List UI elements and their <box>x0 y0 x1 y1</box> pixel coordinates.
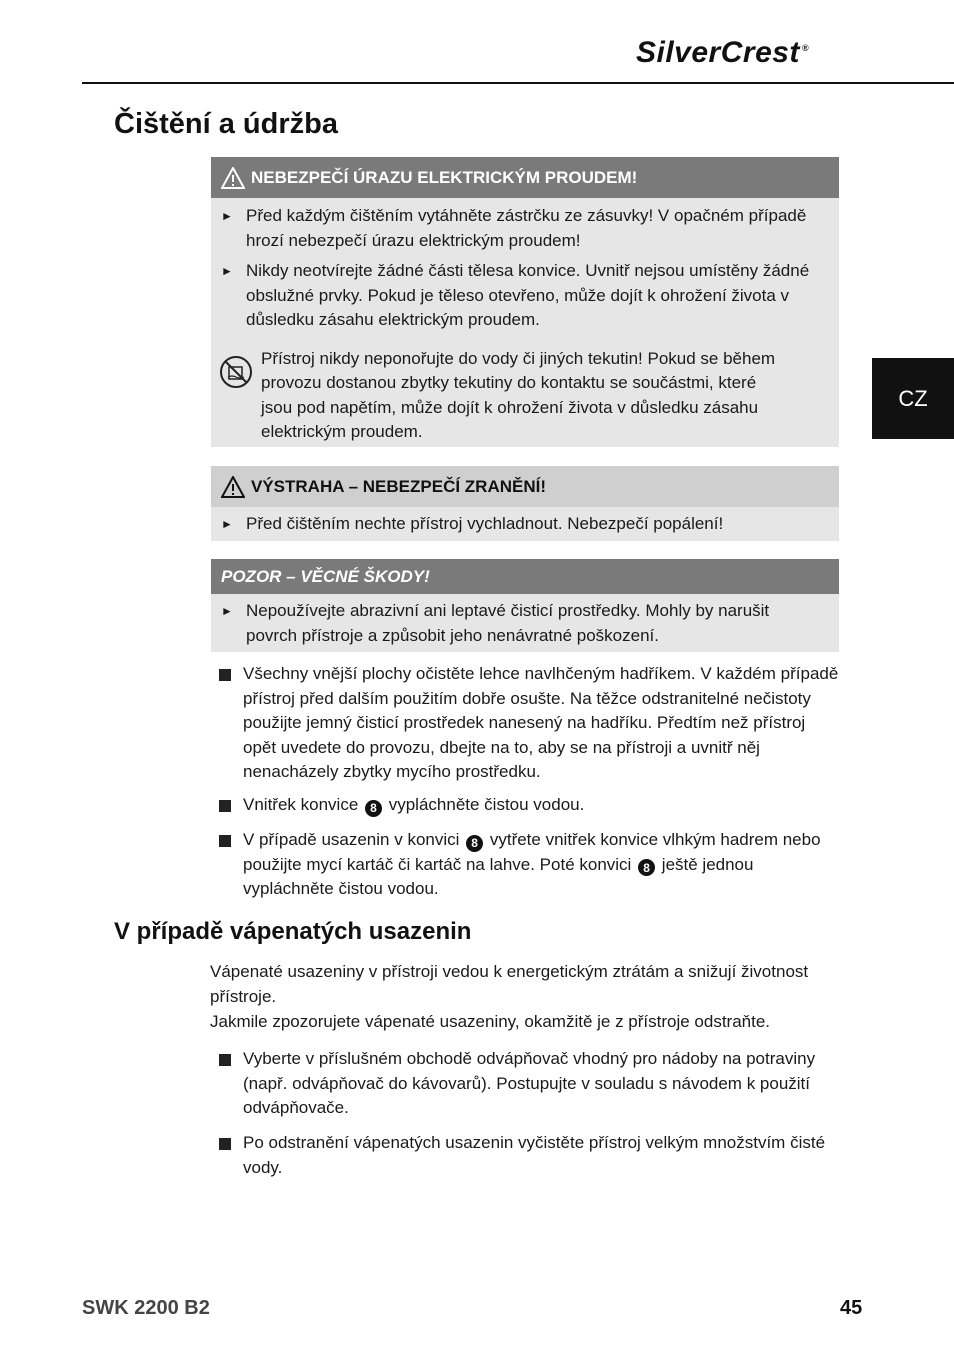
section-title: V případě vápenatých usazenin <box>114 918 472 945</box>
warning-triangle-icon <box>221 476 245 498</box>
part-number-badge: 8 <box>638 859 655 876</box>
arrow-bullet-icon: ► <box>221 517 233 531</box>
warning-triangle-icon <box>221 167 245 189</box>
part-number-badge: 8 <box>365 800 382 817</box>
list-item: ► Nepoužívejte abrazivní ani leptavé čisticí prostředky. Mohly by narušit povrch přístroje a způsobit jeho nenávratné poškození. <box>221 601 770 645</box>
arrow-bullet-icon: ► <box>221 209 233 223</box>
brand-logo: SilverCrest ® <box>636 36 810 69</box>
list-item: ► Nikdy neotvírejte žádné části tělesa konvice. Uvnitř nejsou umístěny žádné obslužné prvky. Pokud je těleso otevřeno, může dojít k ohrožení života v důsledku zásahu elektrickým proudem. <box>221 261 810 329</box>
language-tab: CZ <box>872 358 954 439</box>
intro-paragraph: Vápenaté usazeniny v přístroji vedou k energetickým ztrátám a snižují životnost přístroje. <box>210 962 809 1006</box>
step-item: Vyberte v příslušném obchodě odvápňovač vhodný pro nádoby na potraviny (např. odvápňovač do kávovarů). Postupujte v souladu s návodem k použití odvápňovače. <box>215 1047 841 1121</box>
no-immersion-note: Přístroj nikdy neponořujte do vody či jiných tekutin! Pokud se během provozu dostanou zbytky tekutiny do kontaktu se součástmi, které jsou pod napětím, může dojít k ohrožení života v důsledku zásahu elektrickým proudem. <box>211 347 839 445</box>
caution-box <box>211 559 839 652</box>
electric-shock-warning-box <box>211 157 839 447</box>
square-bullet-icon <box>219 669 231 681</box>
page-number: 45 <box>840 1297 863 1319</box>
page-title: Čištění a údržba <box>114 108 338 140</box>
step-item: Všechny vnější plochy očistěte lehce navlhčeným hadříkem. V každém případě přístroj před dalším použitím dobře osušte. Na těžce odstranitelné nečistoty použijte jemný čisticí prostředek nanesený na hadříku. Předtím než přístroj opět uvedete do provozu, dbejte na to, aby se na přístroji a uvnitř něj nenacházely zbytky mycího prostředku. <box>215 662 841 785</box>
step-item: Po odstranění vápenatých usazenin vyčistěte přístroj velkým množstvím čisté vody. <box>215 1131 841 1180</box>
square-bullet-icon <box>219 1054 231 1066</box>
intro-paragraph: Jakmile zpozorujete vápenaté usazeniny, okamžitě je z přístroje odstraňte. <box>210 1012 771 1031</box>
step-item: Vnitřek konvice 8 vypláchněte čistou vodou. <box>215 793 841 818</box>
list-item: ► Před čištěním nechte přístroj vychladnout. Nebezpečí popálení! <box>211 512 839 537</box>
injury-warning-box <box>211 466 839 541</box>
arrow-bullet-icon: ► <box>221 604 233 618</box>
square-bullet-icon <box>219 1138 231 1150</box>
arrow-bullet-icon: ► <box>221 264 233 278</box>
square-bullet-icon <box>219 835 231 847</box>
no-immersion-icon <box>219 355 253 389</box>
list-item: ► Před každým čištěním vytáhněte zástrčku ze zásuvky! V opačném případě hrozí nebezpečí úrazu elektrickým proudem! <box>221 206 807 250</box>
caution-heading: POZOR – VĚCNÉ ŠKODY! <box>211 559 839 594</box>
square-bullet-icon <box>219 800 231 812</box>
step-item: V případě usazenin v konvici 8 vytřete vnitřek konvice vlhkým hadrem nebo použijte mycí kartáč či kartáč na lahve. Poté konvici 8 ještě jednou vypláchněte čistou vodou. <box>215 828 841 902</box>
header-rule <box>82 82 954 84</box>
injury-heading: VÝSTRAHA – NEBEZPEČÍ ZRANĚNÍ! <box>211 466 839 507</box>
part-number-badge: 8 <box>466 835 483 852</box>
footer-model: SWK 2200 B2 <box>82 1297 210 1319</box>
electric-shock-heading: NEBEZPEČÍ ÚRAZU ELEKTRICKÝM PROUDEM! <box>211 157 839 198</box>
